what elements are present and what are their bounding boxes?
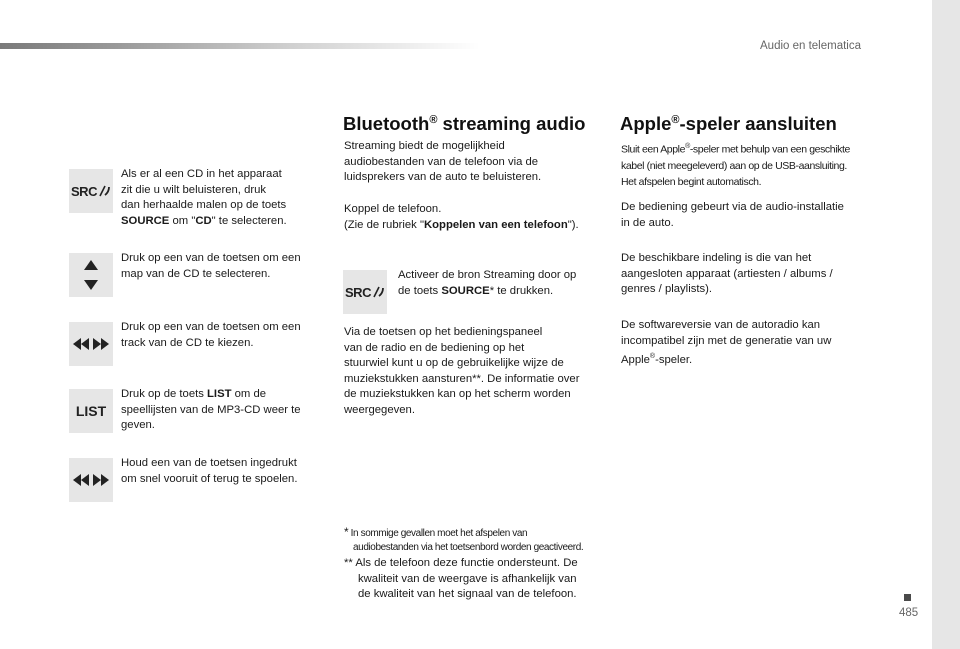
src-label: SRC: [345, 284, 371, 300]
text-line: zit die u wilt beluisteren, druk: [121, 183, 267, 196]
text-line: kabel (niet meegeleverd) aan op de USB-aansluiting.: [621, 159, 847, 172]
section-title: Audio en telematica: [760, 40, 862, 52]
registered-mark: ®: [429, 114, 438, 126]
bold-text: LIST: [207, 388, 232, 400]
text-line: [621, 349, 891, 368]
text-span: de toets: [398, 284, 442, 297]
text-line: Streaming biedt de mogelijkheid: [344, 140, 505, 152]
text-span: " te selecteren.: [211, 214, 287, 227]
text-span: -speler.: [655, 353, 693, 366]
text-line: Druk op een van de toetsen om een: [121, 252, 301, 264]
text-line: audiobestanden van de telefoon via de: [344, 155, 539, 168]
para-software-version: [621, 318, 891, 368]
text-span: ").: [567, 218, 579, 231]
text-span: Sluit een Apple: [621, 143, 686, 156]
phone-icon: [371, 285, 385, 299]
text-line: stuurwiel kunt u op de gebruikelijke wijze de: [344, 357, 564, 369]
text-line: genres / playlists).: [621, 283, 713, 295]
page-edge-strip: [932, 0, 960, 649]
text-line: aangesloten apparaat (artiesten / albums /: [621, 267, 833, 280]
header-gradient-bar: [0, 43, 480, 49]
bold-text: SOURCE: [121, 214, 170, 227]
text-line: track van de CD te kiezen.: [121, 336, 254, 349]
text-line: de kwaliteit van het signaal van de telefoon.: [358, 588, 577, 600]
text-line: [344, 556, 609, 572]
text-line: muziekstukken aansturen**. De informatie over: [344, 372, 580, 385]
text-span: * te drukken.: [489, 284, 554, 297]
text-span: (Zie de rubriek ": [344, 218, 424, 231]
text-line: De bediening gebeurt via de audio-installatie: [621, 201, 844, 213]
text-line: [121, 214, 321, 230]
text-line: [398, 284, 598, 300]
text-span: Apple: [621, 353, 650, 366]
page-number: 485: [899, 607, 919, 619]
text-line: [621, 139, 901, 158]
text-line: Het afspelen begint automatisch.: [621, 175, 762, 188]
heading-bluetooth-streaming: [343, 113, 585, 135]
src-label: SRC: [71, 183, 97, 199]
footnote-mark: **: [344, 557, 353, 569]
heading-text: Apple: [620, 113, 672, 134]
text-line: Koppel de telefoon.: [344, 203, 442, 215]
text-line: De softwareversie van de autoradio kan: [621, 319, 821, 331]
text-span: Druk op de toets: [121, 388, 208, 400]
text-line: speellijsten van de MP3-CD weer te: [121, 403, 301, 416]
text-line: De beschikbare indeling is die van het: [621, 252, 812, 264]
para-controls: [344, 325, 604, 418]
bold-text: CD: [195, 214, 212, 227]
para-layout: [621, 251, 891, 298]
src-phone-icon: [69, 169, 113, 213]
bold-text: SOURCE: [441, 284, 490, 297]
text-line: om snel vooruit of terug te spoelen.: [121, 472, 298, 485]
list-label: LIST: [75, 403, 107, 419]
bold-text: Koppelen van een telefoon: [423, 218, 568, 231]
text-src-cd: [121, 167, 321, 229]
text-span: -speler met behulp van een geschikte: [689, 143, 850, 156]
up-down-arrows-icon: [69, 253, 113, 297]
para-activate-source: [398, 268, 598, 299]
text-line: [344, 525, 609, 541]
src-phone-icon: [343, 270, 387, 314]
text-line: Via de toetsen op het bedieningspaneel: [344, 326, 543, 338]
text-line: [121, 387, 321, 403]
heading-text: -speler aansluiten: [679, 113, 837, 134]
text-fast-forward: [121, 456, 321, 487]
text-line: van de radio en de bediening op het: [344, 341, 525, 354]
footnote-1: [344, 525, 609, 555]
page-marker: [904, 594, 911, 601]
registered-mark: ®: [685, 143, 690, 150]
prev-next-arrows-icon: [69, 322, 113, 366]
registered-mark: ®: [649, 353, 656, 360]
para-operation: [621, 200, 891, 231]
heading-apple-player: [620, 113, 837, 135]
text-line: Houd een van de toetsen ingedrukt: [121, 457, 297, 469]
footnote-mark: *: [344, 525, 349, 539]
text-span: In sommige gevallen moet het afspelen van: [350, 528, 528, 539]
text-line: Druk op een van de toetsen om een: [121, 321, 301, 333]
text-folder-select: [121, 251, 321, 282]
text-line: incompatibel zijn met de generatie van uw: [621, 334, 832, 347]
text-line: dan herhaalde malen op de toets: [121, 199, 287, 211]
text-line: kwaliteit van de weergave is afhankelijk van: [358, 572, 577, 585]
text-span: Als de telefoon deze functie ondersteunt. De: [355, 557, 578, 569]
para-connect-apple: [621, 139, 901, 190]
registered-mark: ®: [671, 114, 680, 126]
text-line: audiobestanden via het toetsenbord worden geactiveerd.: [353, 542, 584, 553]
heading-text: Bluetooth: [343, 113, 430, 134]
text-line: de muziekstukken kan op het scherm worden: [344, 388, 571, 400]
heading-text: streaming audio: [437, 113, 586, 134]
prev-next-arrows-icon: [69, 458, 113, 502]
text-span: om ": [169, 214, 196, 227]
text-span: om de: [231, 388, 267, 400]
footnote-2: [344, 556, 609, 603]
text-line: luidsprekers van de auto te beluisteren.: [344, 171, 542, 183]
text-line: [344, 218, 604, 234]
text-line: geven.: [121, 419, 155, 431]
text-line: weergegeven.: [344, 403, 415, 416]
text-list-playlists: [121, 387, 321, 434]
text-line: Als er al een CD in het apparaat: [121, 168, 282, 180]
text-line: map van de CD te selecteren.: [121, 267, 271, 280]
text-track-select: [121, 320, 321, 351]
para-streaming-intro: [344, 139, 604, 186]
phone-icon: [97, 184, 111, 198]
para-pair-phone: [344, 202, 604, 233]
list-icon: [69, 389, 113, 433]
text-line: in de auto.: [621, 216, 674, 229]
text-line: Activeer de bron Streaming door op: [398, 269, 577, 281]
